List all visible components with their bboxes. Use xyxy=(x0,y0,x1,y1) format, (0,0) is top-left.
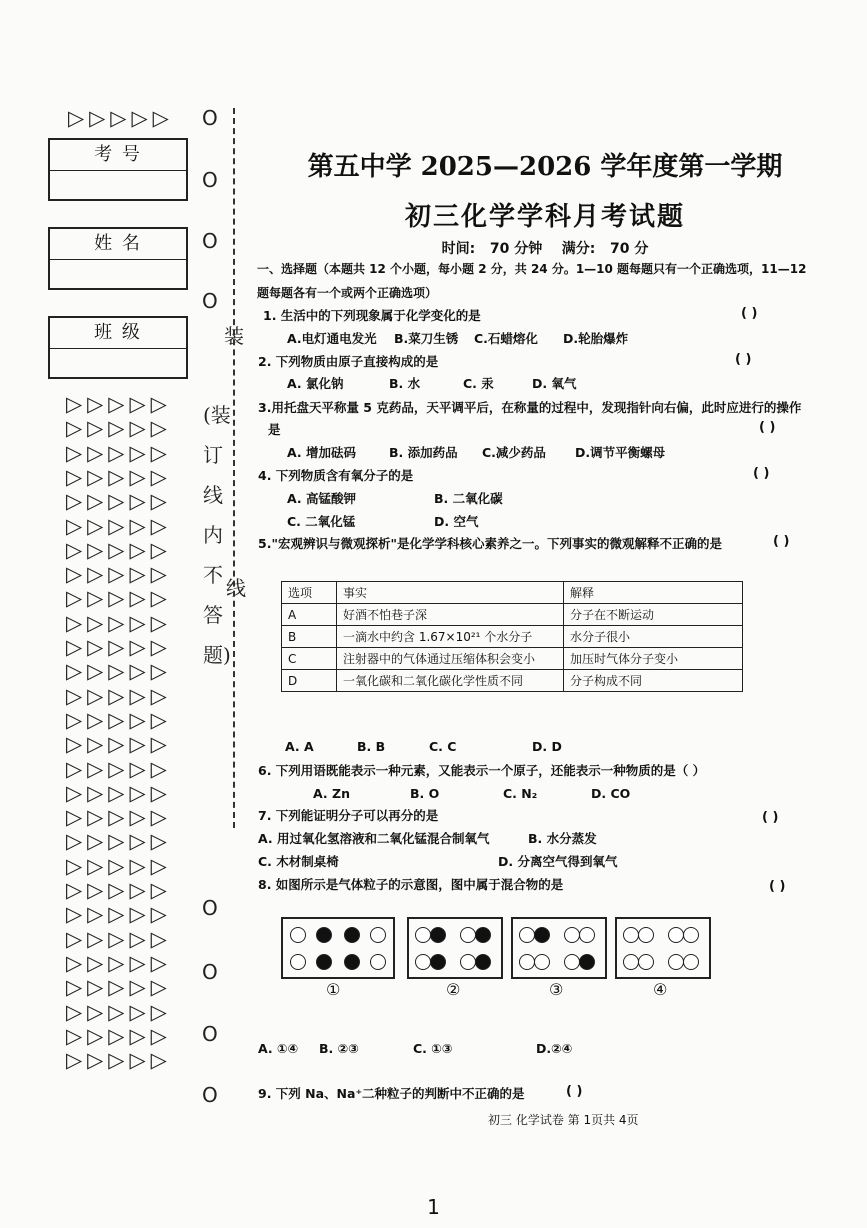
question-stem: 6. 下列用语既能表示一种元素，又能表示一个原子，还能表示一种物质的是（ ） xyxy=(258,763,706,778)
table-cell: D xyxy=(282,670,337,692)
particle-hollow xyxy=(668,927,684,943)
option-c: C.减少药品 xyxy=(482,445,546,460)
circle-mark: O xyxy=(202,896,218,920)
question-stem: 9. 下列 Na、Na⁺二种粒子的判断中不正确的是 xyxy=(258,1086,525,1101)
particle-hollow xyxy=(683,954,699,970)
circle-mark: O xyxy=(202,289,218,313)
table-cell: 好酒不怕巷子深 xyxy=(337,604,564,626)
option-b: B. B xyxy=(357,739,386,754)
particle-diagram-4 xyxy=(615,917,711,979)
option-a: A. 用过氧化氢溶液和二氧化锰混合制氧气 xyxy=(258,831,490,846)
score-label: 满分: xyxy=(561,241,596,257)
circle-mark: O xyxy=(202,1083,218,1107)
triangle-row: ▷▷▷▷▷ xyxy=(66,683,172,708)
binding-dashed-line xyxy=(233,108,235,828)
triangle-row: ▷▷▷▷▷ xyxy=(66,707,172,732)
question-stem: 7. 下列能证明分子可以再分的是 xyxy=(258,808,439,823)
option-c: C. 汞 xyxy=(463,376,494,391)
class-field[interactable] xyxy=(50,349,186,377)
option-c: C.石蜡熔化 xyxy=(474,331,538,346)
triangle-row: ▷▷▷▷▷ xyxy=(66,878,172,902)
seal-note-xian: 线 xyxy=(226,576,246,600)
particle-hollow xyxy=(370,954,386,970)
circle-mark: O xyxy=(202,1022,218,1046)
option-a: A. 氯化钠 xyxy=(287,376,344,391)
question-stem: 5."宏观辨识与微观探析"是化学学科核心素养之一。下列事实的微观解释不正确的是 xyxy=(258,536,722,551)
option-b: B. 水分蒸发 xyxy=(528,831,597,846)
triangle-row: ▷▷▷▷▷ xyxy=(66,464,172,489)
table-header-cell: 解释 xyxy=(564,582,743,604)
table-header-cell: 事实 xyxy=(337,582,564,604)
triangle-row: ▷▷▷▷▷ xyxy=(66,513,172,538)
particle-hollow xyxy=(415,927,431,943)
table-header-cell: 选项 xyxy=(282,582,337,604)
triangle-row: ▷▷▷▷▷ xyxy=(66,805,172,830)
triangle-row: ▷▷▷▷▷ xyxy=(66,732,172,757)
option-b: B. 二氧化碳 xyxy=(434,491,503,506)
section-heading-cont: 题每题各有一个或两个正确选项） xyxy=(257,286,438,300)
exam-meta xyxy=(250,238,840,258)
seal-note-zhuang: 装 xyxy=(224,324,244,348)
particle-filled xyxy=(344,954,360,970)
exam-number-box xyxy=(48,138,188,201)
triangle-row: ▷▷▷▷▷ xyxy=(66,926,172,951)
option-c: C. 二氧化锰 xyxy=(287,514,356,529)
triangle-row: ▷▷▷▷▷ xyxy=(68,106,174,130)
particle-filled xyxy=(534,927,550,943)
table-cell: B xyxy=(282,626,337,648)
particle-filled xyxy=(430,954,446,970)
option-a: A. 增加砝码 xyxy=(287,445,357,460)
answer-blank[interactable]: ( ) xyxy=(769,879,786,894)
particle-diagram-3 xyxy=(511,917,607,979)
table-cell: 注射器中的气体通过压缩体积会变小 xyxy=(337,648,564,670)
option-a: A. A xyxy=(285,739,314,754)
option-c: C. 木材制桌椅 xyxy=(258,854,339,869)
option-d: D.②④ xyxy=(536,1041,573,1056)
class-label: 班 级 xyxy=(50,318,186,349)
triangle-row: ▷▷▷▷▷ xyxy=(66,635,172,659)
option-c: C. N₂ xyxy=(503,786,538,801)
triangle-row: ▷▷▷▷▷ xyxy=(66,537,172,562)
table-cell: 水分子很小 xyxy=(564,626,743,648)
triangle-row: ▷▷▷▷▷ xyxy=(66,1048,172,1073)
table-cell: 分子构成不同 xyxy=(564,670,743,692)
particle-hollow xyxy=(564,954,580,970)
particle-filled xyxy=(475,927,491,943)
page-number: 1 xyxy=(427,1195,440,1219)
diagram-label: ① xyxy=(326,980,341,999)
particle-hollow xyxy=(564,927,580,943)
diagram-label: ③ xyxy=(549,980,564,999)
triangle-row: ▷▷▷▷▷ xyxy=(66,610,172,635)
table-cell: 一氧化碳和二氧化碳化学性质不同 xyxy=(337,670,564,692)
option-a: A. ①④ xyxy=(258,1041,299,1056)
answer-blank[interactable]: ( ) xyxy=(741,306,758,321)
class-box xyxy=(48,316,188,379)
particle-hollow xyxy=(290,954,306,970)
triangle-row: ▷▷▷▷▷ xyxy=(66,392,172,416)
answer-blank[interactable]: ( ) xyxy=(735,352,752,367)
option-d: D.调节平衡螺母 xyxy=(575,445,666,460)
particle-hollow xyxy=(668,954,684,970)
particle-hollow xyxy=(415,954,431,970)
particle-diagram-1 xyxy=(281,917,395,979)
triangle-row: ▷▷▷▷▷ xyxy=(66,562,172,587)
exam-number-field[interactable] xyxy=(50,171,186,199)
table-cell: 分子在不断运动 xyxy=(564,604,743,626)
option-d: D.轮胎爆炸 xyxy=(563,331,629,346)
particle-hollow xyxy=(579,927,595,943)
answer-blank[interactable]: ( ) xyxy=(773,534,790,549)
triangle-row: ▷▷▷▷▷ xyxy=(66,999,172,1024)
exam-title: 第五中学 2025—2026 学年度第一学期 xyxy=(307,152,783,182)
option-b: B. 水 xyxy=(389,376,421,391)
triangle-row: ▷▷▷▷▷ xyxy=(66,950,172,975)
particle-hollow xyxy=(519,927,535,943)
particle-filled xyxy=(344,927,360,943)
table-row xyxy=(282,670,743,692)
circle-mark: O xyxy=(202,168,218,192)
particle-filled xyxy=(475,954,491,970)
table-cell: A xyxy=(282,604,337,626)
option-a: A. Zn xyxy=(313,786,350,801)
question-stem: 1. 生活中的下列现象属于化学变化的是 xyxy=(263,308,481,323)
triangle-row: ▷▷▷▷▷ xyxy=(66,416,172,441)
option-b: B. 添加药品 xyxy=(389,445,458,460)
name-box xyxy=(48,227,188,290)
triangle-row: ▷▷▷▷▷ xyxy=(66,756,172,781)
triangle-row: ▷▷▷▷▷ xyxy=(66,586,172,611)
particle-hollow xyxy=(638,954,654,970)
table-row xyxy=(282,604,743,626)
score-value: 70 分 xyxy=(609,241,649,257)
particle-filled xyxy=(316,954,332,970)
name-label: 姓 名 xyxy=(50,229,186,260)
option-c: C. ①③ xyxy=(413,1041,453,1056)
circle-mark: O xyxy=(202,960,218,984)
triangle-row: ▷▷▷▷▷ xyxy=(66,975,172,1000)
particle-hollow xyxy=(623,954,639,970)
answer-blank[interactable]: ( ) xyxy=(759,420,776,435)
option-c: C. C xyxy=(429,739,457,754)
answer-blank[interactable]: ( ) xyxy=(753,466,770,481)
table-cell: 一滴水中约含 1.67×10²¹ 个水分子 xyxy=(337,626,564,648)
triangle-row: ▷▷▷▷▷ xyxy=(66,659,172,684)
option-d: D. D xyxy=(532,739,562,754)
exam-subtitle: 初三化学学科月考试题 xyxy=(404,202,685,232)
exam-number-label: 考 号 xyxy=(50,140,186,171)
diagram-label: ② xyxy=(446,980,461,999)
option-a: A. 高锰酸钾 xyxy=(287,491,357,506)
particle-diagram-2 xyxy=(407,917,503,979)
triangle-row: ▷▷▷▷▷ xyxy=(66,1023,172,1048)
table-cell: 加压时气体分子变小 xyxy=(564,648,743,670)
particle-filled xyxy=(579,954,595,970)
name-field[interactable] xyxy=(50,260,186,288)
particle-hollow xyxy=(519,954,535,970)
seal-note-vertical: (装订线内不答题) xyxy=(203,403,231,667)
table-header-row xyxy=(282,582,743,604)
time-value: 70 分钟 xyxy=(489,241,543,257)
question-stem-cont: 是 xyxy=(268,422,281,437)
particle-hollow xyxy=(534,954,550,970)
section-heading: 一、选择题（本题共 12 个小题，每小题 2 分，共 24 分。1—10 题每题只有一个正确选项，11—12 xyxy=(257,262,807,276)
triangle-row: ▷▷▷▷▷ xyxy=(66,829,172,854)
particle-hollow xyxy=(290,927,306,943)
option-d: D. 空气 xyxy=(434,514,479,529)
triangle-row: ▷▷▷▷▷ xyxy=(66,440,172,465)
question-stem: 3.用托盘天平称量 5 克药品，天平调平后，在称量的过程中，发现指针向右偏，此时应进行的操作 xyxy=(258,400,802,415)
option-d: D. 分离空气得到氧气 xyxy=(498,854,618,869)
option-d: D. 氧气 xyxy=(532,376,577,391)
question-stem: 4. 下列物质含有氧分子的是 xyxy=(258,468,414,483)
circle-mark: O xyxy=(202,229,218,253)
particle-filled xyxy=(316,927,332,943)
triangle-row: ▷▷▷▷▷ xyxy=(66,853,172,878)
facts-table xyxy=(281,581,743,692)
option-b: B. O xyxy=(410,786,440,801)
option-b: B.菜刀生锈 xyxy=(394,331,459,346)
particle-filled xyxy=(430,927,446,943)
answer-blank[interactable]: ( ) xyxy=(762,810,779,825)
triangle-row: ▷▷▷▷▷ xyxy=(66,780,172,805)
particle-hollow xyxy=(683,927,699,943)
table-row xyxy=(282,648,743,670)
option-d: D. CO xyxy=(591,786,631,801)
question-stem: 8. 如图所示是气体粒子的示意图，图中属于混合物的是 xyxy=(258,877,564,892)
option-b: B. ②③ xyxy=(319,1041,359,1056)
particle-hollow xyxy=(638,927,654,943)
option-a: A.电灯通电发光 xyxy=(287,331,377,346)
time-label: 时间: xyxy=(441,241,476,257)
table-row xyxy=(282,626,743,648)
circle-mark: O xyxy=(202,106,218,130)
diagram-label: ④ xyxy=(653,980,668,999)
answer-blank[interactable]: ( ) xyxy=(566,1084,583,1099)
particle-hollow xyxy=(370,927,386,943)
particle-hollow xyxy=(460,954,476,970)
question-stem: 2. 下列物质由原子直接构成的是 xyxy=(258,354,439,369)
page-footer: 初三 化学试卷 第 1页共 4页 xyxy=(488,1113,639,1127)
triangle-row: ▷▷▷▷▷ xyxy=(66,902,172,927)
particle-hollow xyxy=(460,927,476,943)
particle-hollow xyxy=(623,927,639,943)
table-cell: C xyxy=(282,648,337,670)
triangle-row: ▷▷▷▷▷ xyxy=(66,489,172,514)
